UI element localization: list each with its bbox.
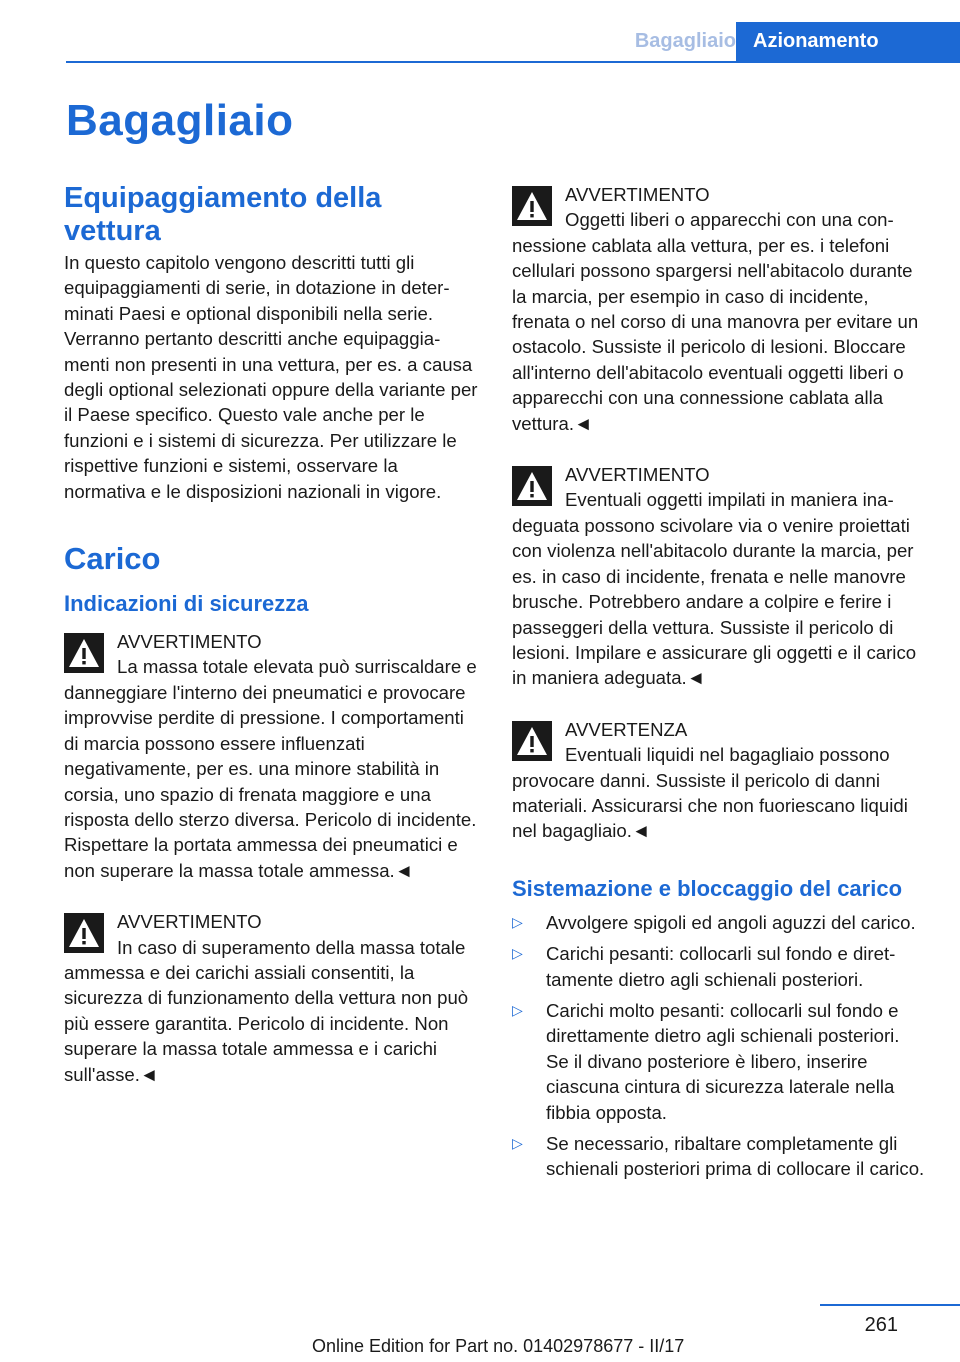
caution-text: Eventuali liquidi nel bagagliaio possono provocare danni. Sussiste il pericolo di danni materiali. Assicurarsi che non fuoriescano liquidi nel bagagliaio.◄ — [512, 744, 908, 842]
stowage-list — [512, 910, 926, 1182]
warning-text: Oggetti liberi o apparecchi con una connessione cablata alla vettura, per es. i telefoni cellulari possono spargersi nell'abitacolo durante la marcia, per esempio in caso di incidente, frenata o nel corso di una manovra per evitare un ostacolo. Sussiste il pericolo di lesioni. Bloccare all'interno dell'abitacolo eventuali oggetti liberi o apparecchi con una connessione cablata alla vettura.◄ — [512, 209, 919, 434]
right-column — [512, 182, 926, 1188]
safety-subheading: Indicazioni di sicurezza — [64, 591, 309, 617]
header-divider — [66, 61, 960, 63]
breadcrumb-chapter: Azionamento — [736, 22, 960, 61]
warning-text: In caso di superamento della massa totale ammessa e dei carichi assiali consentiti, la sicurezza di funzionamento della vettura non può più essere garantita. Pericolo di incidente. Non superare la massa totale ammessa e i carichi sull'asse.◄ — [64, 936, 469, 1085]
warning-heading: AVVERTIMENTO — [117, 631, 262, 653]
list-item-text: Avvolgere spigoli ed angoli aguzzi del carico. — [546, 911, 916, 933]
warning-block — [512, 462, 926, 691]
warning-heading: AVVERTIMENTO — [565, 464, 710, 486]
warning-triangle-icon — [512, 721, 552, 761]
load-heading: Carico — [64, 541, 161, 577]
caution-block — [512, 717, 926, 844]
list-item — [512, 910, 926, 935]
warning-block — [64, 629, 478, 883]
warning-triangle-icon — [512, 186, 552, 226]
warning-triangle-icon — [64, 633, 104, 673]
warning-triangle-icon — [512, 466, 552, 506]
caution-heading: AVVERTENZA — [565, 718, 688, 740]
page-number: 261 — [864, 1314, 898, 1336]
list-item-text: Carichi pesanti: collocarli sul fondo e direttamente dietro agli schienali posteriori. — [546, 943, 896, 990]
equipment-heading: Equipaggiamento della vettura — [64, 182, 382, 247]
list-item — [512, 998, 926, 1125]
warning-block — [64, 909, 478, 1087]
warning-heading: AVVERTIMENTO — [117, 911, 262, 933]
warning-text: La massa totale elevata può surriscaldare e danneggiare l'interno dei pneumatici e provocare improvvise perdite di pressione. I comportamenti di marcia possono essere influenzati negativamente, per es. una minore stabilità in corsia, uno spazio di frenata maggiore e una risposta dello sterzo diversa. Pericolo di incidente. Rispettare la portata ammessa dei pneumatici e non superare la massa totale ammessa.◄ — [64, 656, 477, 881]
list-item-text: Se necessario, ribaltare completamente gli schienali posteriori prima di collocare il carico. — [546, 1133, 925, 1180]
warning-text: Eventuali oggetti impilati in maniera inadeguata possono scivolare via o venire proiettati con violenza nell'abitacolo durante la marcia, per es. in caso di incidente, frenata e nelle manovre brusche. Potrebbero andare a colpire e ferire i passeggeri della vettura. Sussiste il pericolo di lesioni. Impilare e assicurare gli oggetti e il carico in maniera adeguata.◄ — [512, 489, 917, 689]
warning-triangle-icon — [64, 913, 104, 953]
page-title: Bagagliaio — [66, 96, 294, 145]
list-item — [512, 1131, 926, 1182]
warning-block — [512, 182, 926, 436]
triangle-right-icon: ▷ — [512, 913, 523, 930]
triangle-right-icon: ▷ — [512, 945, 523, 962]
footer-divider — [820, 1304, 960, 1306]
equipment-paragraph: In questo capitolo vengono descritti tutti gli equipaggiamenti di serie, in dotazione in determinati Paesi e optional disponibili nella serie. Verranno pertanto descritti anche equipaggiamenti non presenti in una vettura, per es. a causa degli optional selezionati oppure della variante per il Paese specifico. Questo vale anche per le funzioni e i sistemi di sicurezza. Per utilizzare le rispettive funzioni e sistemi, osservare la normativa e le disposizioni nazionali in vigore. — [64, 252, 478, 502]
stowage-subheading: Sistemazione e bloccaggio del carico — [512, 875, 903, 901]
left-column — [64, 182, 478, 1087]
breadcrumb-section: Bagagliaio — [634, 30, 736, 52]
triangle-right-icon: ▷ — [512, 1001, 523, 1018]
list-item — [512, 941, 926, 992]
warning-heading: AVVERTIMENTO — [565, 184, 710, 205]
triangle-right-icon: ▷ — [512, 1135, 523, 1151]
edition-note: Online Edition for Part no. 01402978677 - II/17 — [312, 1336, 685, 1356]
page-header — [0, 22, 960, 63]
list-item-text: Carichi molto pesanti: collocarli sul fondo e direttamente dietro agli schienali posteriori. Se il divano posteriore è libero, inserire ciascuna cintura di sicurezza laterale nella fibbia opposta. — [546, 999, 900, 1123]
